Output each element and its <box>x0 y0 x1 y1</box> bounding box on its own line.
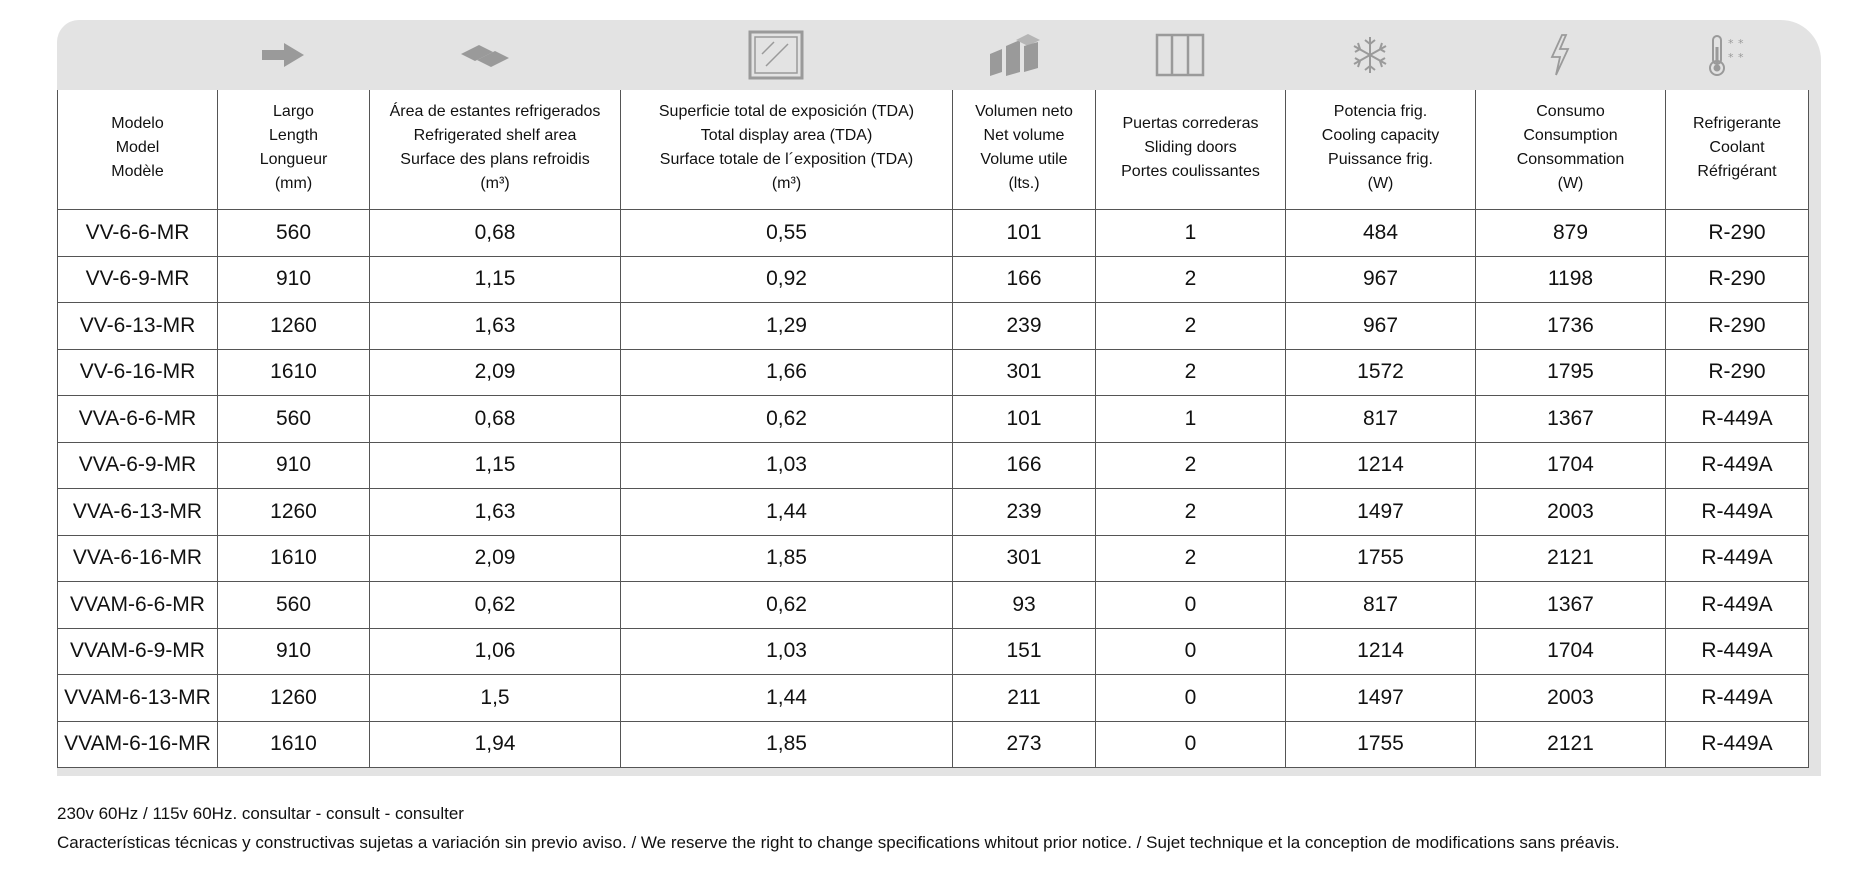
table-cell: 1755 <box>1286 535 1476 582</box>
model-cell: VVAM-6-13-MR <box>58 675 218 722</box>
table-cell: 2121 <box>1476 535 1666 582</box>
column-header-line: (lts.) <box>1008 174 1040 192</box>
table-row <box>58 442 1809 489</box>
column-header <box>58 90 218 210</box>
table-cell: 1610 <box>218 349 370 396</box>
table-cell: 1367 <box>1476 582 1666 629</box>
table-cell: 967 <box>1286 256 1476 303</box>
table-cell: 2,09 <box>370 349 621 396</box>
table-cell: 2 <box>1096 303 1286 350</box>
column-header-line: Total display area (TDA) <box>700 126 873 144</box>
table-cell: 2,09 <box>370 535 621 582</box>
column-header-line: Consumo <box>1536 102 1605 120</box>
table-row <box>58 628 1809 675</box>
table-cell: 301 <box>953 535 1096 582</box>
table-row <box>58 303 1809 350</box>
table-cell: 817 <box>1286 582 1476 629</box>
power-note: 230v 60Hz / 115v 60Hz. consultar - consult - consulter <box>57 804 464 823</box>
table-cell: 1,44 <box>621 675 953 722</box>
cubes-volume-icon <box>942 20 1085 90</box>
table-cell: 0,68 <box>370 210 621 257</box>
table-cell: 2 <box>1096 535 1286 582</box>
column-header <box>1286 90 1476 210</box>
column-header-line: Longueur <box>259 150 328 168</box>
table-cell: 0 <box>1096 675 1286 722</box>
table-cell: 1214 <box>1286 442 1476 489</box>
column-header-line: Cooling capacity <box>1321 126 1440 144</box>
table-cell: 0,62 <box>621 582 953 629</box>
column-header-line: Modèle <box>111 162 164 180</box>
table-cell: 301 <box>953 349 1096 396</box>
column-header-line: Modelo <box>111 114 164 132</box>
table-cell: 1,5 <box>370 675 621 722</box>
table-cell: 910 <box>218 628 370 675</box>
table-cell: 910 <box>218 256 370 303</box>
column-header-line: Consumption <box>1523 126 1618 144</box>
table-cell: 1755 <box>1286 721 1476 768</box>
table-cell: 0,92 <box>621 256 953 303</box>
table-cell: 1260 <box>218 303 370 350</box>
table-cell: 0 <box>1096 628 1286 675</box>
table-cell: R-449A <box>1666 582 1809 629</box>
column-header-line: Net volume <box>983 126 1065 144</box>
table-cell: 1 <box>1096 210 1286 257</box>
table-cell: 967 <box>1286 303 1476 350</box>
table-cell: 1610 <box>218 535 370 582</box>
svg-text:*: * <box>1737 51 1743 64</box>
display-window-icon <box>610 20 942 90</box>
table-cell: 0,68 <box>370 396 621 443</box>
table-cell: 1260 <box>218 489 370 536</box>
table-cell: 817 <box>1286 396 1476 443</box>
model-cell: VV-6-6-MR <box>58 210 218 257</box>
table-row <box>58 349 1809 396</box>
column-header-line: Consommation <box>1516 150 1625 168</box>
column-header-line: Área de estantes refrigerados <box>389 102 601 120</box>
svg-text:*: * <box>1737 37 1743 50</box>
disclaimer-note: Características técnicas y constructivas sujetas a variación sin previo aviso. / We reserve the right to change specifications whitout prior notice. / Sujet technique et la conception de modifications sans préavis. <box>57 833 1620 852</box>
column-header-line: Model <box>115 138 160 156</box>
table-cell: 1,94 <box>370 721 621 768</box>
column-header-line: Sliding doors <box>1144 138 1237 156</box>
table-cell: 1,06 <box>370 628 621 675</box>
table-cell: 93 <box>953 582 1096 629</box>
column-header-line: Surface des plans refroidis <box>400 150 590 168</box>
table-cell: 1,03 <box>621 628 953 675</box>
icon-header-row <box>57 20 1821 90</box>
table-cell: 166 <box>953 442 1096 489</box>
model-cell: VVAM-6-6-MR <box>58 582 218 629</box>
model-cell: VVAM-6-16-MR <box>58 721 218 768</box>
table-cell: R-449A <box>1666 535 1809 582</box>
table-cell: 910 <box>218 442 370 489</box>
model-cell: VV-6-9-MR <box>58 256 218 303</box>
table-cell: 1572 <box>1286 349 1476 396</box>
column-header-line: Largo <box>273 102 314 120</box>
table-cell: 560 <box>218 210 370 257</box>
table-cell: R-449A <box>1666 675 1809 722</box>
table-cell: 1,44 <box>621 489 953 536</box>
column-header-line: (m³) <box>771 174 802 192</box>
table-cell: 0 <box>1096 582 1286 629</box>
column-header <box>218 90 370 210</box>
table-body <box>58 210 1809 768</box>
column-header-line: (W) <box>1557 174 1584 192</box>
table-cell: 0,55 <box>621 210 953 257</box>
table-cell: 1,66 <box>621 349 953 396</box>
table-cell: 560 <box>218 582 370 629</box>
table-cell: 560 <box>218 396 370 443</box>
column-header-line: Puissance frig. <box>1328 150 1433 168</box>
column-header-line: (mm) <box>274 174 313 192</box>
thermometer-snow-icon <box>1655 20 1798 90</box>
sliding-doors-icon <box>1085 20 1275 90</box>
column-header <box>1666 90 1809 210</box>
table-cell: 1736 <box>1476 303 1666 350</box>
table-cell: 0,62 <box>370 582 621 629</box>
column-header-line: Refrigerated shelf area <box>413 126 577 144</box>
column-header-line: Réfrigérant <box>1697 162 1777 180</box>
table-cell: R-290 <box>1666 303 1809 350</box>
table-cell: 1,85 <box>621 721 953 768</box>
table-cell: 211 <box>953 675 1096 722</box>
table-cell: 0 <box>1096 721 1286 768</box>
spec-table-panel <box>57 20 1821 776</box>
table-cell: 101 <box>953 396 1096 443</box>
table-row <box>58 535 1809 582</box>
column-header <box>621 90 953 210</box>
specification-table <box>57 90 1809 768</box>
table-cell: 1704 <box>1476 628 1666 675</box>
table-cell: 1,63 <box>370 303 621 350</box>
table-cell: 0,62 <box>621 396 953 443</box>
column-header-line: Coolant <box>1709 138 1765 156</box>
table-cell: R-290 <box>1666 210 1809 257</box>
table-cell: 239 <box>953 303 1096 350</box>
table-cell: 484 <box>1286 210 1476 257</box>
column-header-line: Portes coulissantes <box>1121 162 1260 180</box>
table-cell: R-449A <box>1666 628 1809 675</box>
table-cell: 2 <box>1096 442 1286 489</box>
table-cell: 1367 <box>1476 396 1666 443</box>
table-cell: 2 <box>1096 349 1286 396</box>
model-cell: VVA-6-6-MR <box>58 396 218 443</box>
table-cell: R-449A <box>1666 489 1809 536</box>
table-cell: 2003 <box>1476 675 1666 722</box>
table-cell: 1 <box>1096 396 1286 443</box>
table-row <box>58 210 1809 257</box>
column-header-line: Potencia frig. <box>1333 102 1428 120</box>
table-cell: 1,15 <box>370 442 621 489</box>
table-cell: R-290 <box>1666 256 1809 303</box>
model-cell: VVA-6-13-MR <box>58 489 218 536</box>
table-cell: 1214 <box>1286 628 1476 675</box>
svg-text:*: * <box>1727 51 1733 64</box>
table-cell: R-290 <box>1666 349 1809 396</box>
table-cell: 1795 <box>1476 349 1666 396</box>
model-cell: VVA-6-9-MR <box>58 442 218 489</box>
table-cell: 1,85 <box>621 535 953 582</box>
shelf-area-icon <box>359 20 610 90</box>
arrow-right-icon <box>207 20 359 90</box>
column-header-line: Volumen neto <box>975 102 1073 120</box>
column-header-line: Volume utile <box>980 150 1068 168</box>
table-row <box>58 582 1809 629</box>
table-cell: 166 <box>953 256 1096 303</box>
column-header-line: (W) <box>1367 174 1394 192</box>
table-row <box>58 256 1809 303</box>
column-header-line: Refrigerante <box>1692 114 1782 132</box>
model-cell: VV-6-16-MR <box>58 349 218 396</box>
table-cell: 1,29 <box>621 303 953 350</box>
table-cell: 1704 <box>1476 442 1666 489</box>
table-cell: 239 <box>953 489 1096 536</box>
table-cell: 2 <box>1096 256 1286 303</box>
column-header <box>1096 90 1286 210</box>
table-cell: 1198 <box>1476 256 1666 303</box>
table-cell: R-449A <box>1666 442 1809 489</box>
lightning-icon <box>1465 20 1655 90</box>
snowflake-icon <box>1275 20 1465 90</box>
table-cell: R-449A <box>1666 721 1809 768</box>
table-row <box>58 489 1809 536</box>
table-cell: 2121 <box>1476 721 1666 768</box>
column-header-line: Puertas correderas <box>1122 114 1259 132</box>
table-cell: 1,63 <box>370 489 621 536</box>
table-row <box>58 396 1809 443</box>
table-cell: 2 <box>1096 489 1286 536</box>
column-header-line: Superficie total de exposición (TDA) <box>658 102 915 120</box>
column-header-line: Surface totale de l´exposition (TDA) <box>659 150 914 168</box>
model-cell: VVAM-6-9-MR <box>58 628 218 675</box>
model-cell: VV-6-13-MR <box>58 303 218 350</box>
column-header-line: (m³) <box>480 174 510 192</box>
table-header-row <box>58 90 1809 210</box>
table-cell: 1497 <box>1286 675 1476 722</box>
table-cell: 1497 <box>1286 489 1476 536</box>
table-cell: 101 <box>953 210 1096 257</box>
column-header-line: Length <box>269 126 318 144</box>
table-cell: 1610 <box>218 721 370 768</box>
table-cell: 1260 <box>218 675 370 722</box>
table-cell: 151 <box>953 628 1096 675</box>
table-cell: 2003 <box>1476 489 1666 536</box>
column-header <box>1476 90 1666 210</box>
column-header <box>370 90 621 210</box>
column-header <box>953 90 1096 210</box>
svg-text:*: * <box>1727 37 1733 50</box>
table-cell: R-449A <box>1666 396 1809 443</box>
table-cell: 1,15 <box>370 256 621 303</box>
model-cell: VVA-6-16-MR <box>58 535 218 582</box>
table-cell: 879 <box>1476 210 1666 257</box>
table-cell: 1,03 <box>621 442 953 489</box>
table-row <box>58 721 1809 768</box>
table-cell: 273 <box>953 721 1096 768</box>
table-row <box>58 675 1809 722</box>
